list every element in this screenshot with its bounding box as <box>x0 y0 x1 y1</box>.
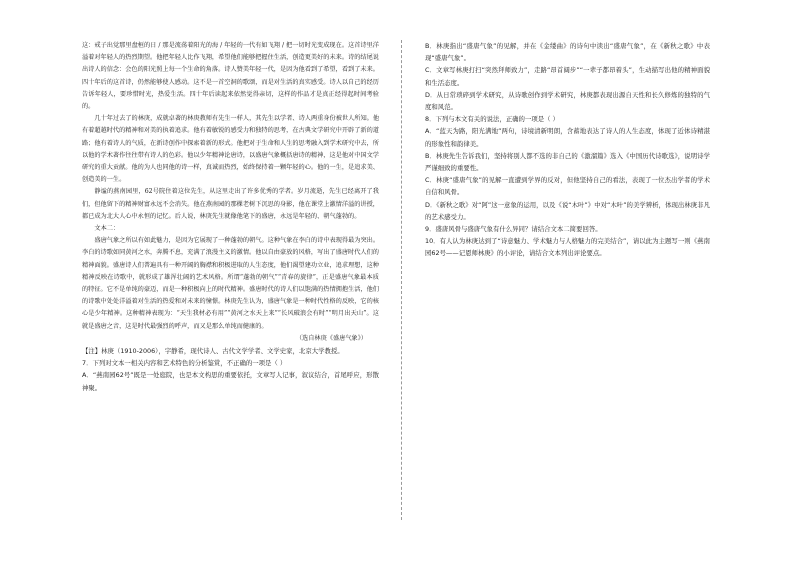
question-8-option-b: B．林庚先生告诉我们，坚持将别人都不选的非自己的《激溜篇》选入《中国历代诗歌选》，说明诗学严谨细致的重要性。 <box>425 151 710 173</box>
column-divider <box>401 40 402 520</box>
passage-two: 盛唐气象之所以有如此魅力，是因为它展现了一种蓬勃的朝气。这种气象在李白的诗中表现得最为突出。李白的诗歌如同黄河之水，奔腾不息，充满了浪漫主义的激情。他以自由豪放的风格，写出了盛唐时代人们的精神面貌。盛唐诗人们普遍具有一种开阔的胸襟和积极进取的人生态度，他们渴望建功立业，追求理想，这种精神反映在诗歌中，就形成了雄浑壮阔的艺术风格。所谓“蓬勃的朝气”“青春的旋律”，正是盛唐气象最本质的特征。它不是单纯的豪迈，而是一种积极向上的时代精神。盛唐时代的诗人们以饱满的热情拥抱生活，他们的诗歌中处处洋溢着对生活的热爱和对未来的憧憬。林庚先生认为，盛唐气象是一种时代性格的反映，它的核心是少年精神。这种精神表现为：“天生我材必有用”“黄河之水天上来”“长风破浪会有时”“明月出天山”。这就是盛唐之音，这是时代最强烈的呼声，而又是那么单纯而健康的。 <box>82 237 380 330</box>
passage-one-tail: 这：戒子出觉那里盘桓的日 / 那是流荡着阳光的海 / 年轻的一代有如飞翔 / 把一切时光变成现在。这首诗里洋溢着对年轻人的热烈期望。他把年轻人比作飞翔，希望他们能够把握住生活，创造更美好的未来。诗的结尾说出诗人的信念：会色的阳光照上每一个生命的角落。诗人赞美年轻一代，是因为他看到了希望，看到了未来。四十年后的这首诗，仍然能够使人感动。这不是一首空洞的歌颂，而是对生活的真实感受。诗人以自己的经历告诉年轻人，要珍惜时光，热爱生活。四十年后读起来依然觉得亲切，这样的作品才是真正经得起时间考验的。 <box>82 42 379 111</box>
question-8-option-c: C．林庚“盛唐气象”的见解一直遭到学界的反对，但他坚持自己的看法，表现了一位杰出学者的学术自信和风骨。 <box>425 176 710 197</box>
passage-one-paragraph: 几十年过去了的林庚，成就卓著的林庚教师有先生一样人，其先生以学者、诗人两重身份被世人所知。他有着超越时代的精神和对美的执着追求。他有着敏锐的感受力和独特的思考，在古典文学研究中开辟了新的道路；他有着诗人的气质，在新诗创作中探索着新的形式。他把对于生命和人生的思考融入到学术研究中去，所以他的学术著作往往带有诗人的色彩。他以少年精神论唐诗，以盛唐气象概括唐诗的精神，这是他对中国文学研究的重大贡献。他的为人也同他的诗一样，真诚而热烈，始终保持着一颗年轻的心。他的一生，是追求美、创造美的一生。 <box>82 115 380 184</box>
right-column <box>425 40 710 260</box>
question-7-option-a: A．“燕南园62号”既是一处庭院，也是本文构思的重要依托，文章写人记事，叙议结合，首尾呼应，形散神聚。 <box>82 371 379 392</box>
text-two-label: 文本二： <box>94 225 120 233</box>
question-7-option-d: D．从日常琐碎到学术研究，从诗歌创作到学术研究，林庚都表现出源自天性和长久修炼的独特的气度和风范。 <box>425 90 710 112</box>
question-10-stem: 10．有人认为林庚达到了“诗意魅力、学术魅力与人格魅力的完美结合”，请以此为主题写一则《燕南园62号——记恩师林庚》的小评论，请结合文本列出评论要点。 <box>425 237 710 258</box>
question-7-option-c: C．文章写林庚打扫“突然拜师致力”，走路“昂首阔步”“一辈子都昂着头”，生动描写出他的精神面貌和生活态度。 <box>425 66 710 87</box>
passage-one-paragraph: 静谧的燕南园里，62号院住着这位先生，从这里走出了许多优秀的学者。岁月流逝，先生已经离开了我们，但他留下的精神财富永远不会消失。他在燕南园的那棵老树下沉思的身影，他在课堂上激情洋溢的讲授，都已成为北大人心中永恒的记忆。后人说，林庚先生就像他笔下的盛唐，永远是年轻的、朝气蓬勃的。 <box>82 188 379 220</box>
question-8-option-d: D．《新秋之歌》对“阿”这一意象的运用，以及《说“木叶”》中对“木叶”的美学辨析，体现出林庚非凡的艺术感受力。 <box>425 200 710 221</box>
question-8-stem: 8．下列与本文有关的说法，正确的一项是（ ） <box>425 115 559 124</box>
question-7-option-b: B．林庚指出“盛唐气象”的见解，并在《金缕曲》的诗句中读出“盛唐气象”，在《新秋之歌》中表现“盛唐气象”。 <box>425 42 710 63</box>
left-column <box>82 40 379 394</box>
passage-source: （选自林庚《盛唐气象》） <box>295 334 367 342</box>
question-7-stem: 7．下列对文本一相关内容和艺术特色的分析鉴赏，不正确的一项是（ ） <box>82 359 287 368</box>
author-note: 【注】林庚（1910-2006），字静希，现代诗人、古代文学学者、文学史家，北京大学教授。 <box>82 347 344 356</box>
question-9-stem: 9．盛唐风骨与盛唐气象有什么异同？请结合文本二简要回答。 <box>425 225 602 234</box>
question-8-option-a: A．“蓝天为路，阳光满地”两句，诗境清新明朗，含蓄地表达了诗人的人生态度，体现了近体诗精湛的形象性和韵律美。 <box>425 127 710 148</box>
